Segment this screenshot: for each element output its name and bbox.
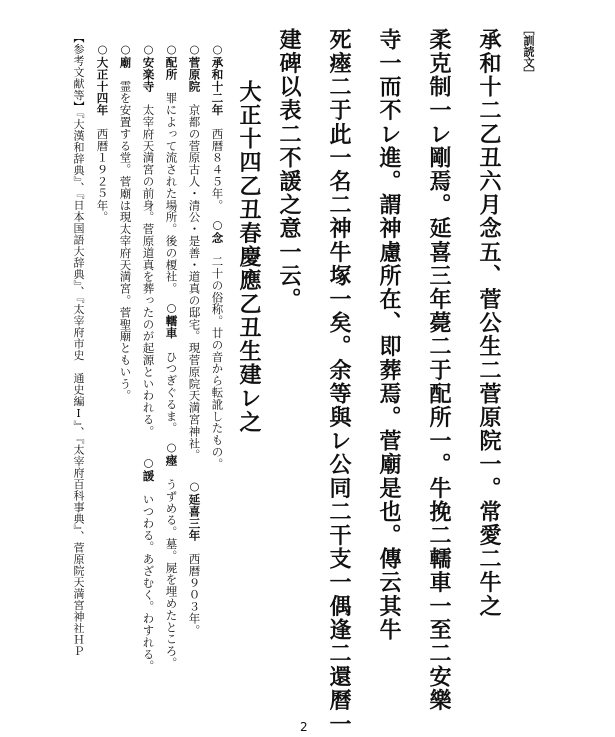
main-text-line-2: 柔克制一レ剛焉。延喜三年薨二于配所一。牛挽二轜車一至二安樂 bbox=[426, 28, 452, 713]
page-number: 2 bbox=[300, 720, 308, 734]
note-line-1: ○承和十二年 西暦８４５年。 ○念 二十の俗称。廿の音から転訛したもの。 bbox=[210, 42, 225, 470]
main-text-line-3: 寺一而不レ進。謂神慮所在、即葬焉。菅廟是也。傳云其牛 bbox=[376, 28, 402, 642]
main-text-line-5: 建碑以表二不諼之意一云。 bbox=[276, 28, 302, 312]
note-line-6: ○大正十四年 西暦１９２５年。 bbox=[95, 42, 110, 224]
main-text-line-1: 承和十二乙丑六月念五、菅公生二菅原院一。常愛二牛之 bbox=[476, 28, 502, 618]
signature-line: 大正十四乙丑春慶應乙丑生建レ之 bbox=[236, 80, 262, 434]
note-line-2: ○菅原院 京都の菅原古人・清公・是善・道真の邸宅。現菅原院天満宮神社。 ○延喜三年 西暦９０３年。 bbox=[187, 42, 202, 637]
main-text-line-4: 死瘞二于此一名二神牛塚一矣。余等與レ公同二干支一偶逢二還曆一 bbox=[326, 28, 352, 736]
note-line-5: ○廟 霊を安置する堂。菅廟は現太宰府天満宮。菅聖廟ともいう。 bbox=[118, 42, 133, 402]
references: 【参考文献等】『大漢和辞典』、『日本国語大辞典』、『太宰府市史 通史編Ⅰ』、『太宰府百科事典』、菅原院天満宮神社ＨＰ bbox=[72, 32, 85, 657]
note-line-4: ○安楽寺 太宰府天満宮の前身。菅原道真を葬ったのが起源といわれる。 ○諼 いつわる。あざむく。わすれる。 bbox=[141, 42, 156, 672]
note-line-3: ○配所 罪によって流された場所。後の榎社。 ○轜車 ひつぎぐるま。 ○瘞 うずめる。墓。屍を埋めたところ。 bbox=[164, 42, 179, 669]
section-tag: ［訓読文］ bbox=[522, 24, 535, 79]
